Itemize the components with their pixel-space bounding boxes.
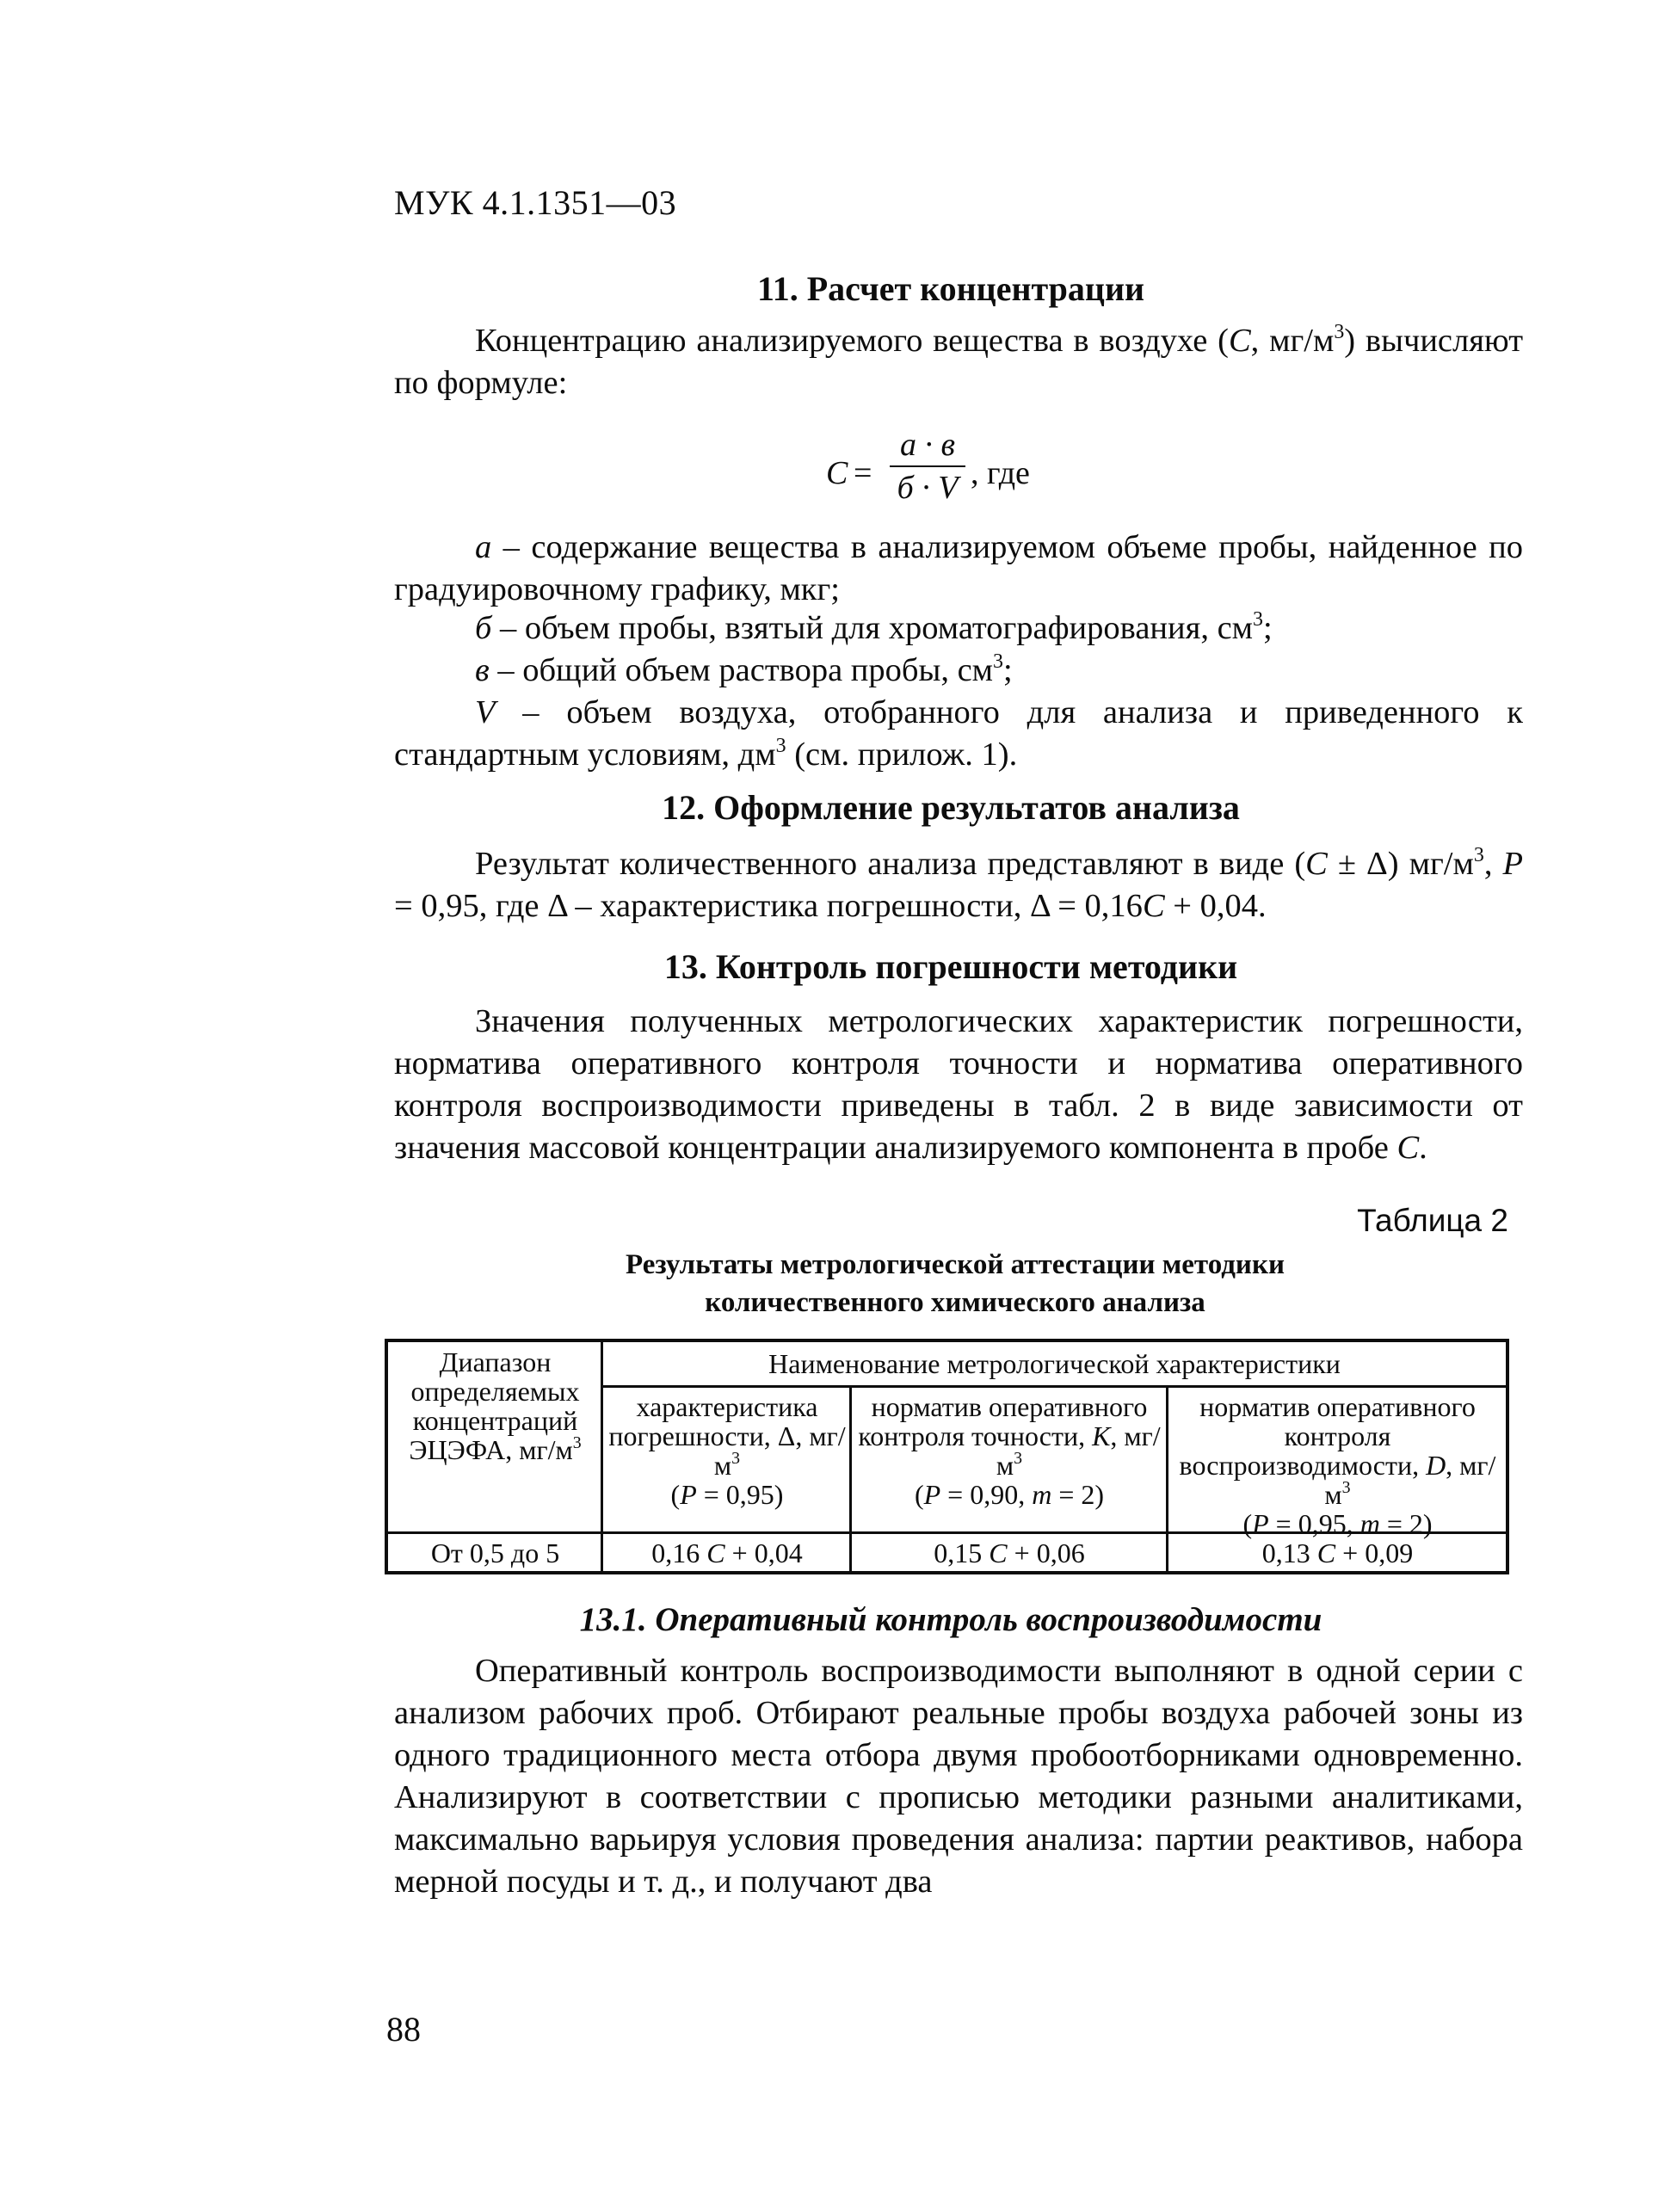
fraction-bar xyxy=(890,465,965,467)
col2-divider xyxy=(849,1385,852,1571)
formula-denominator: б · V xyxy=(897,470,959,506)
metrology-table xyxy=(385,1339,1509,1574)
section-11-heading: 11. Расчет концентрации xyxy=(756,269,1145,308)
subsection-13-1-heading: 13.1. Оперативный контроль воспроизводимости xyxy=(579,1601,1322,1638)
section-11-intro: Концентрацию анализируемого вещества в воздухе (С, $мг/м^3$) вычисляют по формуле: xyxy=(394,320,1524,401)
table-caption xyxy=(447,1246,1463,1322)
concentration-formula xyxy=(826,426,1153,521)
table-number: Таблица 2 xyxy=(1357,1203,1508,1238)
page-number: 88 xyxy=(386,2010,421,2049)
section-13-heading: 13. Контроль погрешности методики xyxy=(663,947,1238,986)
header-error-characteristic: характеристика погрешности, Δ, $мг/м^3$ (Р = 0,95) xyxy=(608,1391,846,1510)
row-accuracy-value: 0,15 С + 0,06 xyxy=(934,1537,1085,1568)
header-characteristic-group: Наименование метрологической характеристики xyxy=(768,1348,1341,1379)
table-caption-line-2: количественного химического анализа xyxy=(705,1287,1205,1318)
formula-tail: , где xyxy=(971,455,1030,491)
section-13-text: Значения полученных метрологических характеристик погрешности, норматива оперативного контроля точности и норматива оперативного контроля воспроизводимости приведены в табл. 2 в виде зависимости от значения массовой концентрации анализируемого компонента в пробе С. xyxy=(394,1003,1523,1166)
definition-v: в – общий объем раствора пробы, $см^3$; xyxy=(475,650,1013,688)
section-12-text: Результат количественного анализа представляют в виде (С ± Δ) $мг/м^3$, Р = 0,95, где Δ – характеристика погрешности, Δ = 0,16С + 0,04. xyxy=(394,843,1523,924)
formula-lhs: С xyxy=(826,455,848,491)
group-header-underline xyxy=(603,1385,1506,1388)
definition-V: V – объем воздуха, отобранного для анализа и приведенного к стандартным условиям, $дм^3$ (см. прилож. 1). xyxy=(394,694,1523,773)
formula-equals: = xyxy=(854,455,872,491)
subsection-13-1-text: Оперативный контроль воспроизводимости выполняют в одной серии с анализом рабочих проб. Отбирают реальные пробы воздуха рабочей зоны из одного традиционного места отбора двумя пробоотборниками одновременно. Анализируют в соответствии с прописью методики разными аналитиками, максимально варьируя условия проведения анализа: партии реактивов, набора мерной посуды и т. д., и получают два xyxy=(394,1653,1523,1900)
row-range-value: От 0,5 до 5 xyxy=(430,1537,560,1568)
definition-b: б – объем пробы, взятый для хроматографирования, $см^3$; xyxy=(475,607,1273,646)
header-range-column: Диапазон определяемых концентраций ЭЦЭФА, $мг/м^3$ xyxy=(409,1346,582,1465)
col3-divider xyxy=(1166,1385,1168,1571)
section-12-heading: 12. Оформление результатов анализа xyxy=(662,788,1240,827)
header-reproducibility-control: норматив оперативного контроля воспроизводимости, D, $мг/м^3$ (Р = 0,95, m = 2) xyxy=(1179,1391,1496,1539)
row-reproducibility-value: 0,13 С + 0,09 xyxy=(1261,1537,1414,1568)
header-accuracy-control: норматив оперативного контроля точности, К, $мг/м^3$ (Р = 0,90, m = 2) xyxy=(858,1391,1161,1510)
definition-a: а – содержание вещества в анализируемом объеме пробы, найденное по градуировочному графику, мкг; xyxy=(394,529,1523,607)
formula-numerator: а · в xyxy=(900,427,955,463)
table-caption-line-1: Результаты метрологической аттестации методики xyxy=(626,1249,1285,1280)
running-header: МУК 4.1.1351—03 xyxy=(394,183,677,222)
row-error-value: 0,16 С + 0,04 xyxy=(651,1537,803,1568)
formula-fraction xyxy=(890,426,965,507)
